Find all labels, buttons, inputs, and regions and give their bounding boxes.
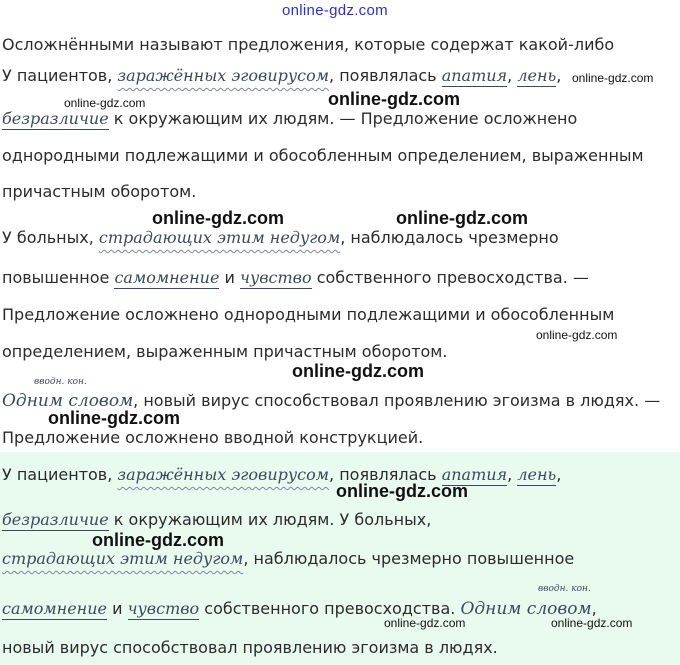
s2-line4: определением, выраженным причастным оборотом.	[2, 342, 448, 361]
s2-line1	[2, 228, 559, 248]
answer-pre: У пациентов,	[2, 465, 118, 484]
watermark: online-gdz.com	[551, 616, 633, 630]
s1-mid: , появлялась	[329, 66, 442, 85]
answer-line1	[2, 465, 561, 485]
answer-subject-4: самомнение	[2, 599, 107, 618]
s1-subject-3: безразличие	[2, 109, 109, 128]
s1-comma-2: ,	[556, 66, 562, 85]
watermark: online-gdz.com	[152, 208, 284, 228]
answer-comma-2: ,	[556, 465, 562, 484]
watermark: online-gdz.com	[572, 71, 654, 85]
intro-text: Осложнёнными называют предложения, которые содержат какой-либо	[2, 35, 615, 54]
s2-subject-2: чувство	[240, 268, 312, 287]
watermark: online-gdz.com	[384, 616, 466, 630]
answer-subject-5: чувство	[127, 599, 200, 618]
answer-and: и	[106, 599, 128, 618]
answer-line4	[2, 599, 597, 619]
watermark: online-gdz.com	[292, 361, 424, 381]
s1-line2	[2, 109, 577, 129]
s1-line1	[2, 66, 561, 86]
s2-participle: страдающих этим недугом	[98, 228, 341, 247]
answer-line3	[2, 549, 574, 569]
answer-participle-2: страдающих этим недугом	[2, 549, 244, 568]
watermark: online-gdz.com	[328, 89, 460, 109]
watermark: online-gdz.com	[536, 328, 618, 342]
s2-post: , наблюдалось чрезмерно	[340, 228, 559, 247]
answer-comma-3: ,	[591, 599, 597, 618]
s2-line2-pre: повышенное	[2, 268, 115, 287]
s3-note: вводн. кон.	[34, 377, 87, 387]
s1-subject-2: лень	[517, 66, 557, 85]
answer-subject-3: безразличие	[2, 510, 109, 529]
s2-pre: У больных,	[2, 228, 99, 247]
watermark: online-gdz.com	[92, 530, 224, 550]
watermark: online-gdz.com	[64, 96, 146, 110]
s3-post: , новый вирус способствовал проявлению эгоизма в людях. —	[133, 391, 661, 410]
watermark: online-gdz.com	[396, 208, 528, 228]
s1-post: к окружающим их людям. — Предложение осложнено	[108, 109, 578, 128]
s1-participle: заражённых эговирусом	[117, 66, 330, 85]
answer-line3-post: , наблюдалось чрезмерно повышенное	[243, 549, 575, 568]
s2-and: и	[219, 268, 240, 287]
answer-intro-words: Одним словом	[460, 599, 592, 619]
answer-subject-1: апатия	[441, 465, 508, 484]
s3-intro-words: Одним словом	[2, 391, 134, 411]
answer-line4-post: собственного превосходства.	[199, 599, 461, 618]
answer-line2-post: к окружающим их людям. У больных,	[108, 510, 432, 529]
s2-line3: Предложение осложнено однородными подлежащими и обособленным	[2, 305, 615, 324]
answer-note: вводн. кон.	[538, 584, 591, 594]
answer-subject-2: лень	[517, 465, 557, 484]
s1-line3: однородными подлежащими и обособленным определением, выраженным	[2, 146, 644, 165]
s2-line2	[2, 268, 589, 288]
s3-line2: Предложение осложнено вводной конструкцией.	[2, 428, 424, 447]
answer-mid: , появлялась	[329, 465, 442, 484]
watermark: online-gdz.com	[48, 408, 180, 428]
s2-subject-1: самомнение	[114, 268, 220, 287]
answer-line5: новый вирус способствовал проявлению эгоизма в людях.	[2, 638, 498, 657]
watermark: online-gdz.com	[336, 481, 468, 501]
s1-pre: У пациентов,	[2, 66, 118, 85]
site-watermark-header: online-gdz.com	[282, 2, 388, 19]
s1-comma: ,	[507, 66, 518, 85]
answer-line2	[2, 510, 431, 530]
answer-participle-1: заражённых эговирусом	[117, 465, 330, 484]
s1-line4: причастным оборотом.	[2, 182, 197, 201]
s1-subject-1: апатия	[441, 66, 508, 85]
answer-comma: ,	[507, 465, 518, 484]
s2-line2-post: собственного превосходства. —	[311, 268, 589, 287]
